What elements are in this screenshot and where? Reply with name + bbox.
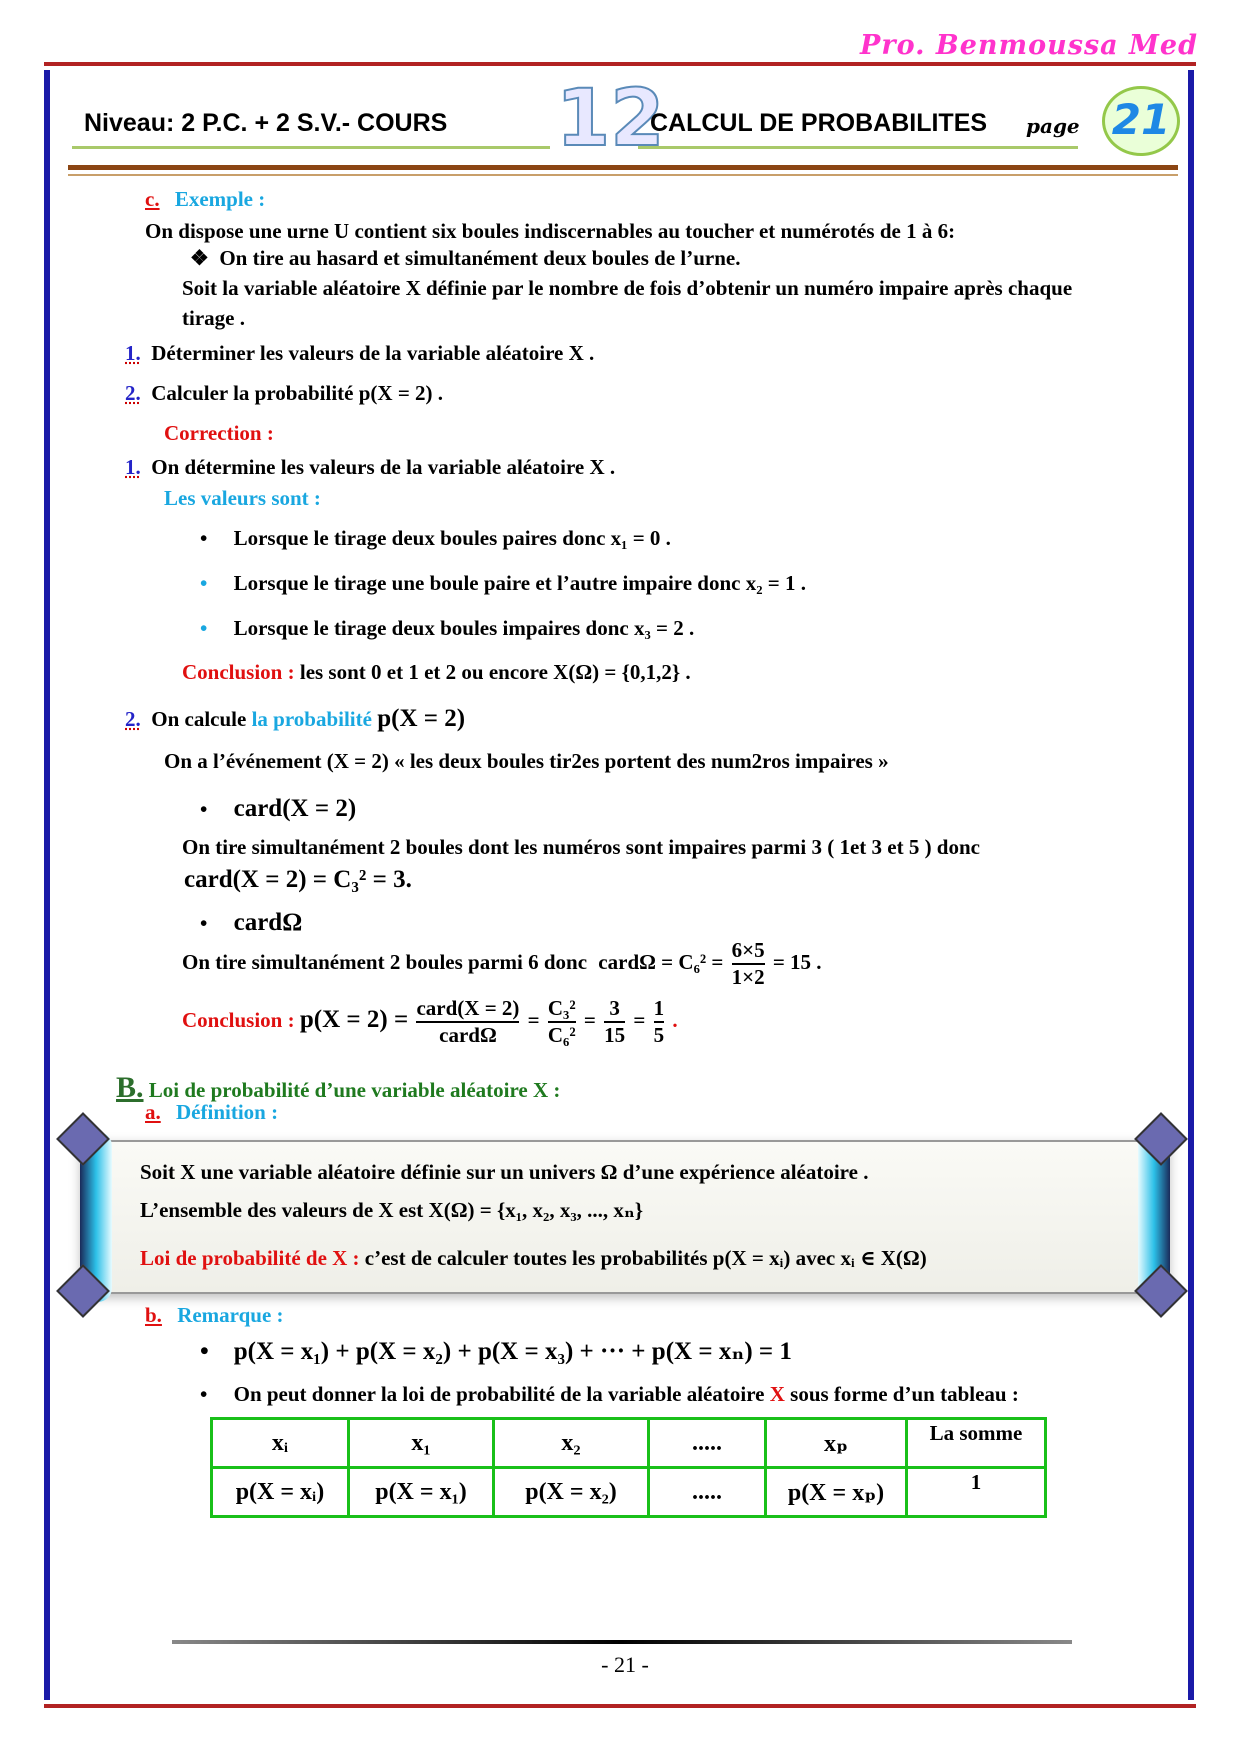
author-signature: Pro. Benmoussa Med <box>860 30 1198 61</box>
event-line: On a l’événement (X = 2) « les deux boules tir2es portent des num2ros impaires » <box>164 749 889 773</box>
chapter-number: 12 <box>556 74 665 164</box>
section-b-title: B. Loi de probabilité d’une variable aléatoire X : <box>116 1071 561 1104</box>
example-heading: c. Exemple : <box>145 187 266 211</box>
value-bullet-1: • Lorsque le tirage deux boules paires donc x₁ = 0 . <box>200 526 671 550</box>
table-cell: p(X = x₁) <box>349 1468 494 1517</box>
table-cell: p(X = xᵢ) <box>212 1468 349 1517</box>
correction-2: 2. On calcule la probabilité p(X = 2) <box>125 705 466 732</box>
header-divider-thin <box>68 174 1178 176</box>
probability-law-table <box>210 1417 1047 1518</box>
header-divider <box>68 165 1178 170</box>
page-badge: 21 <box>1102 86 1180 156</box>
fraction-3-15: $\frac{3}{15}$ <box>604 996 626 1048</box>
level-label: Niveau: 2 P.C. + 2 S.V.- COURS <box>84 109 448 137</box>
card-x2-result: card(X = 2) = C₃² = 3. <box>184 866 412 893</box>
fraction-combinations: $\frac{\text{C₃²}}{\text{C₆²}}$ <box>547 996 576 1048</box>
remark-bullet-2: • On peut donner la loi de probabilité de la variable aléatoire X sous forme d’un tableau : <box>200 1382 1019 1406</box>
footer-rule <box>172 1640 1072 1644</box>
conclusion-1: Conclusion : les sont 0 et 1 et 2 ou encore X(Ω) = {0,1,2} . <box>182 660 691 684</box>
fraction-1-5: $\frac{1}{5}$ <box>653 996 665 1048</box>
right-blue-border <box>1188 70 1194 1700</box>
table-cell: ..... <box>649 1468 766 1517</box>
table-cell: 1 <box>907 1468 1046 1517</box>
table-cell: ..... <box>649 1419 766 1468</box>
footer-page-number: - 21 - <box>601 1652 649 1677</box>
variable-definition-1: Soit la variable aléatoire X définie par le nombre de fois d’obtenir un numéro impaire après chaque <box>182 276 1073 300</box>
remark-heading: b. Remarque : <box>145 1303 284 1327</box>
card-x2-text: On tire simultanément 2 boules dont les numéros sont impaires parmi 3 ( 1et 3 et 5 ) donc <box>182 835 980 859</box>
remark-bullet-1: • p(X = x₁) + p(X = x₂) + p(X = x₃) + ··· + p(X = xₙ) = 1 <box>200 1338 792 1365</box>
definition-heading: a. Définition : <box>145 1100 279 1124</box>
variable-definition-2: tirage . <box>182 306 245 330</box>
fraction-6x5: $\frac{6\times 5}{1\times 2}$ <box>731 938 765 990</box>
left-blue-border <box>44 70 50 1700</box>
correction-1: 1. On détermine les valeurs de la variable aléatoire X . <box>125 455 616 479</box>
card-x2-bullet: • card(X = 2) <box>200 795 357 822</box>
table-cell: xᵢ <box>212 1419 349 1468</box>
question-1: 1. Déterminer les valeurs de la variable aléatoire X . <box>125 341 595 365</box>
example-intro: On dispose une urne U contient six boules indiscernables au toucher et numérotés de 1 à 6: <box>145 219 956 243</box>
bottom-red-rule <box>44 1704 1196 1708</box>
values-heading: Les valeurs sont : <box>164 486 321 510</box>
table-cell: p(X = xₚ) <box>766 1468 907 1517</box>
chapter-title: CALCUL DE PROBABILITES <box>650 109 988 137</box>
definition-line-1: Soit X une variable aléatoire définie sur un univers Ω d’une expérience aléatoire . <box>140 1160 869 1184</box>
example-bullet: ❖ On tire au hasard et simultanément deux boules de l’urne. <box>190 246 741 270</box>
table-cell: xₚ <box>766 1419 907 1468</box>
correction-heading: Correction : <box>164 421 274 445</box>
table-row <box>212 1419 1046 1468</box>
fraction-card: $\frac{\text{card(X = 2)}}{\text{cardΩ}}$ <box>416 996 520 1048</box>
definition-line-3: Loi de probabilité de X : c’est de calculer toutes les probabilités p(X = xᵢ) avec xᵢ ∈ X(Ω) <box>140 1246 927 1270</box>
table-cell: p(X = x₂) <box>494 1468 649 1517</box>
top-red-rule <box>44 62 1196 66</box>
page-word: page <box>1026 114 1080 138</box>
value-bullet-2: • Lorsque le tirage une boule paire et l’autre impaire donc x₂ = 1 . <box>200 571 807 595</box>
card-omega-line: On tire simultanément 2 boules parmi 6 donc cardΩ = C₆² = $\frac{6\times 5}{1\times 2}$ = 15 . <box>182 938 822 990</box>
conclusion-2: Conclusion : p(X = 2) = $\frac{\text{card(X = 2)}}{\text{cardΩ}}$ = $\frac{\text{C₃²}}{\text{C₆²}}$ = $\frac{3}{15}$ = $\frac{1}{5}$ . <box>182 996 678 1048</box>
table-cell: x₂ <box>494 1419 649 1468</box>
card-omega-bullet: • cardΩ <box>200 909 303 936</box>
value-bullet-3: • Lorsque le tirage deux boules impaires donc x₃ = 2 . <box>200 616 695 640</box>
table-row <box>212 1468 1046 1517</box>
question-2: 2. Calculer la probabilité p(X = 2) . <box>125 381 444 405</box>
definition-line-2: L’ensemble des valeurs de X est X(Ω) = {x₁, x₂, x₃, ..., xₙ} <box>140 1198 644 1222</box>
table-cell: x₁ <box>349 1419 494 1468</box>
table-cell: La somme <box>907 1419 1046 1468</box>
